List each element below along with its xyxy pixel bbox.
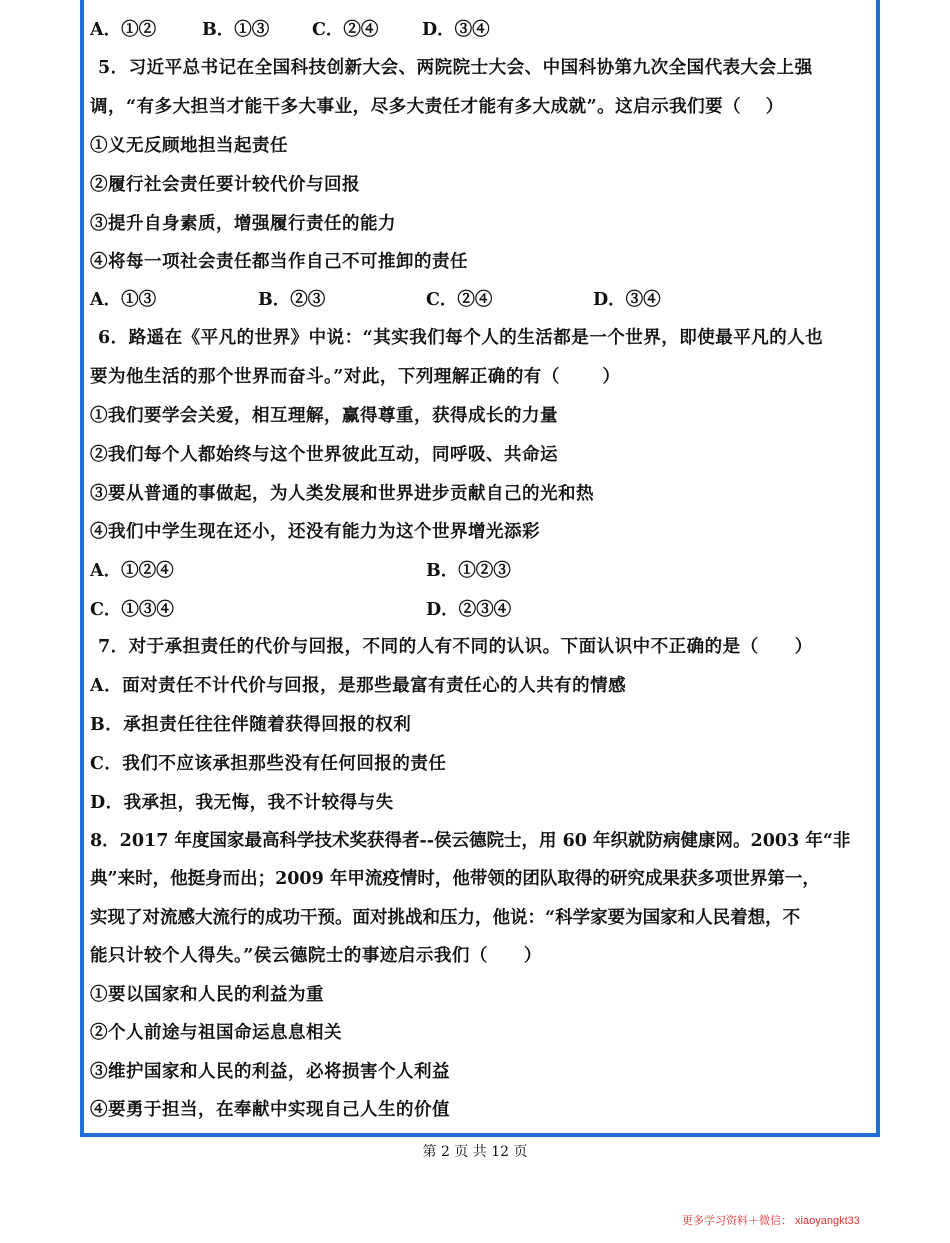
q4-option-c: C．②④ xyxy=(312,20,379,40)
q5-stem-line-1: 5．习近平总书记在全国科技创新大会、两院院士大会、中国科协第九次全国代表大会上强 xyxy=(98,58,813,78)
q5-option-d: D．③④ xyxy=(593,290,661,310)
q6-stem-line-2: 要为他生活的那个世界而奋斗。”对此，下列理解正确的有（ ） xyxy=(90,367,621,387)
q6-option-c: C．①③④ xyxy=(90,600,174,620)
q5-option-b: B．②③ xyxy=(258,290,326,310)
q8-stem-line-1: 8．2017 年度国家最高科学技术奖获得者--侯云德院士，用 60 年织就防病健康网。2003 年“非 xyxy=(90,831,851,851)
q8-item-4: ④要勇于担当，在奉献中实现自己人生的价值 xyxy=(90,1100,450,1120)
q7-option-a: A．面对责任不计代价与回报，是那些最富有责任心的人共有的情感 xyxy=(90,676,627,696)
q6-option-b: B．①②③ xyxy=(426,561,511,581)
q5-option-c: C．②④ xyxy=(426,290,493,310)
q7-option-d: D．我承担，我无悔，我不计较得与失 xyxy=(90,793,394,813)
q5-item-1: ①义无反顾地担当起责任 xyxy=(90,136,288,156)
page-number: 第 2 页 共 12 页 xyxy=(422,1144,528,1160)
watermark-text: 更多学习资料＋微信： xiaoyangkt33 xyxy=(682,1215,860,1227)
q8-item-1: ①要以国家和人民的利益为重 xyxy=(90,985,324,1005)
q6-item-2: ②我们每个人都始终与这个世界彼此互动，同呼吸、共命运 xyxy=(90,445,558,465)
q5-item-4: ④将每一项社会责任都当作自己不可推卸的责任 xyxy=(90,252,468,272)
q7-stem: 7．对于承担责任的代价与回报，不同的人有不同的认识。下面认识中不正确的是（ ） xyxy=(98,637,813,657)
q6-item-3: ③要从普通的事做起，为人类发展和世界进步贡献自己的光和热 xyxy=(90,484,594,504)
q8-item-3: ③维护国家和人民的利益，必将损害个人利益 xyxy=(90,1062,450,1082)
q5-item-3: ③提升自身素质，增强履行责任的能力 xyxy=(90,214,396,234)
q8-stem-line-2: 典”来时，他挺身而出；2009 年甲流疫情时，他带领的团队取得的研究成果获多项世界第一， xyxy=(90,869,820,889)
q4-option-d: D．③④ xyxy=(422,20,490,40)
q5-item-2: ②履行社会责任要计较代价与回报 xyxy=(90,175,360,195)
q6-item-1: ①我们要学会关爱，相互理解，赢得尊重，获得成长的力量 xyxy=(90,406,558,426)
q8-item-2: ②个人前途与祖国命运息息相关 xyxy=(90,1023,342,1043)
q4-option-a: A．①② xyxy=(90,20,157,40)
q6-option-a: A．①②④ xyxy=(90,561,174,581)
q8-stem-line-3: 实现了对流感大流行的成功干预。面对挑战和压力，他说：“科学家要为国家和人民着想，不 xyxy=(90,908,801,928)
q6-stem-line-1: 6．路遥在《平凡的世界》中说：“其实我们每个人的生活都是一个世界，即使最平凡的人也 xyxy=(98,328,824,348)
q7-option-c: C．我们不应该承担那些没有任何回报的责任 xyxy=(90,754,447,774)
q6-option-d: D．②③④ xyxy=(426,600,512,620)
q7-option-b: B．承担责任往往伴随着获得回报的权利 xyxy=(90,715,412,735)
q6-item-4: ④我们中学生现在还小，还没有能力为这个世界增光添彩 xyxy=(90,522,540,542)
q5-option-a: A．①③ xyxy=(90,290,157,310)
q8-stem-line-4: 能只计较个人得失。”侯云德院士的事迹启示我们（ ） xyxy=(90,946,542,966)
q5-stem-line-2: 调，“有多大担当才能干多大事业，尽多大责任才能有多大成就”。这启示我们要（ ） xyxy=(90,97,784,117)
q4-option-b: B．①③ xyxy=(202,20,270,40)
